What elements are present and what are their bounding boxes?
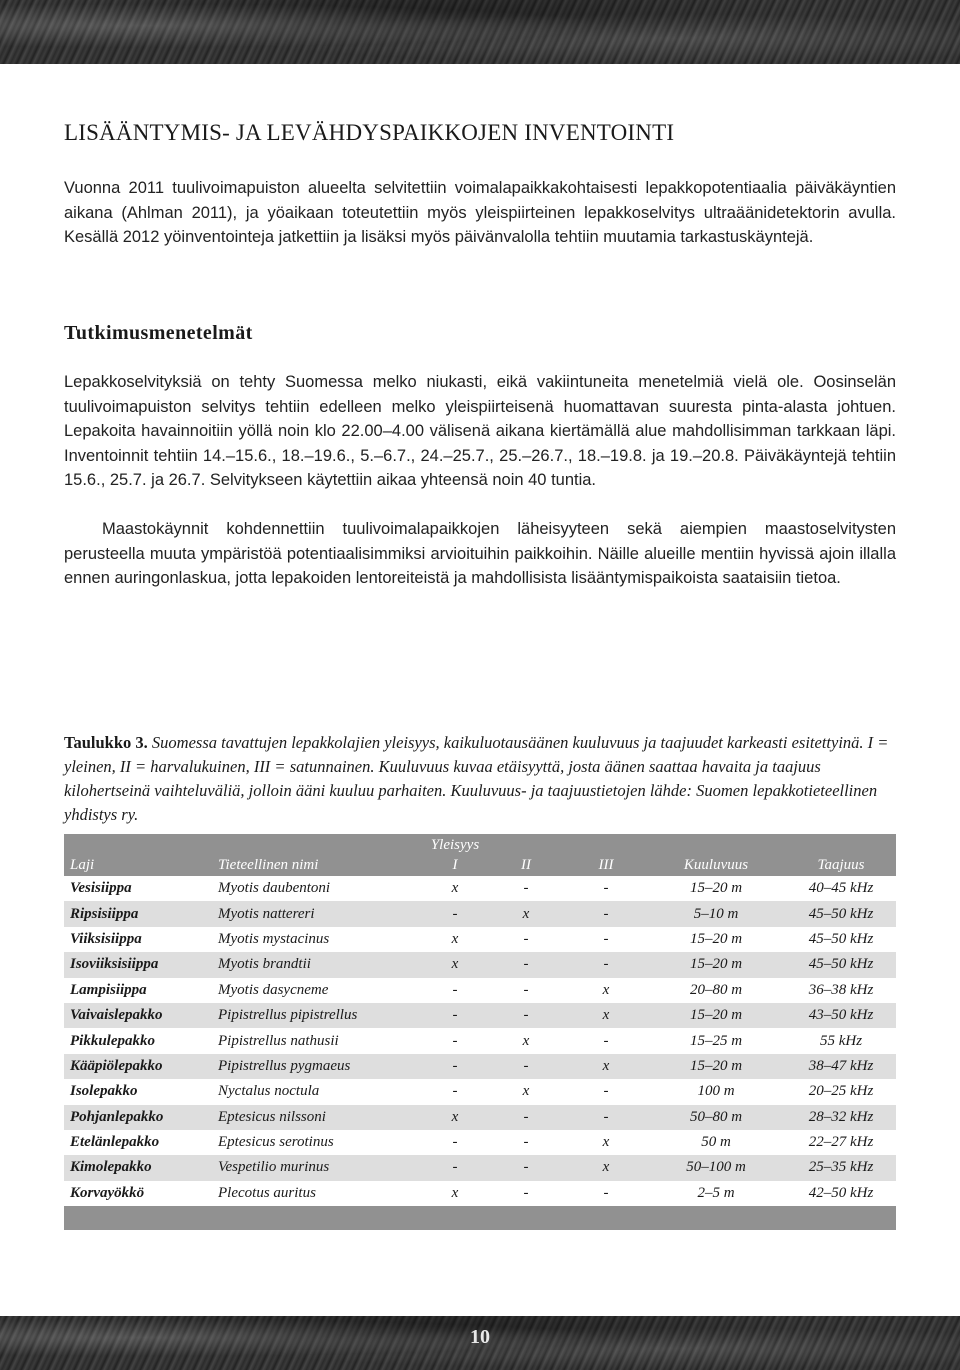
cell-laji: Lampisiippa xyxy=(70,981,147,998)
page-number: 10 xyxy=(470,1326,490,1348)
cell-kuuluvuus: 50–100 m xyxy=(646,1155,786,1180)
header-i: I xyxy=(452,856,458,873)
cell-taajuus: 38–47 kHz xyxy=(786,1054,896,1079)
table-row xyxy=(64,1105,896,1130)
cell-laji: Vesisiippa xyxy=(70,880,132,897)
cell-kuuluvuus: 15–20 m xyxy=(689,880,743,897)
cell-i: - xyxy=(452,1032,458,1049)
cell-i: - xyxy=(424,1003,486,1028)
cell-laji: Kimolepakko xyxy=(64,1155,214,1180)
table-caption-label: Taulukko 3. xyxy=(64,733,148,752)
cell-ii: - xyxy=(486,1054,566,1079)
cell-taajuus: 25–35 kHz xyxy=(786,1155,896,1180)
cell-i: - xyxy=(424,1155,486,1180)
table-row xyxy=(64,1155,896,1180)
cell-taajuus: 28–32 kHz xyxy=(786,1105,896,1130)
table-row xyxy=(64,952,896,977)
header-kuuluvuus: Kuuluvuus xyxy=(683,856,749,873)
cell-ii: - xyxy=(486,1105,566,1130)
cell-ii: - xyxy=(523,930,529,947)
section-title: LISÄÄNTYMIS- JA LEVÄHDYSPAIKKOJEN INVENTOINTI xyxy=(64,120,675,145)
cell-taajuus: 43–50 kHz xyxy=(786,1003,896,1028)
table-row xyxy=(64,1181,896,1206)
cell-i: x xyxy=(424,952,486,977)
cell-scientific-name: Plecotus auritus xyxy=(218,1184,316,1201)
cell-ii: - xyxy=(486,1003,566,1028)
cell-scientific-name: Pipistrellus pygmaeus xyxy=(214,1054,424,1079)
table-row xyxy=(64,1028,896,1053)
cell-ii: - xyxy=(523,1134,529,1151)
cell-kuuluvuus: 20–80 m xyxy=(689,981,743,998)
table-row xyxy=(64,901,896,926)
cell-taajuus: 36–38 kHz xyxy=(808,981,874,998)
cell-iii: - xyxy=(603,1083,609,1100)
cell-i: - xyxy=(452,1083,458,1100)
cell-scientific-name: Pipistrellus pipistrellus xyxy=(214,1003,424,1028)
cell-iii: - xyxy=(603,1032,609,1049)
cell-kuuluvuus: 15–20 m xyxy=(689,930,743,947)
cell-kuuluvuus: 50 m xyxy=(701,1134,731,1151)
table-footer-bar xyxy=(64,1206,896,1230)
cell-scientific-name: Myotis dasycneme xyxy=(218,981,329,998)
cell-scientific-name: Nyctalus noctula xyxy=(218,1083,320,1100)
cell-iii: - xyxy=(603,1184,609,1201)
cell-ii: - xyxy=(486,1155,566,1180)
cell-laji: Isolepakko xyxy=(70,1083,138,1100)
cell-iii: x xyxy=(602,981,610,998)
cell-taajuus: 45–50 kHz xyxy=(786,952,896,977)
cell-iii: x xyxy=(566,1054,646,1079)
cell-taajuus: 40–45 kHz xyxy=(808,880,874,897)
methods-paragraph-1: Lepakkoselvityksiä on tehty Suomessa melko niukasti, eikä vakiintuneita menetelmiä vielä ole. Oosinselän tuulivoimapuiston selvitys tehtiin edelleen melko yleispiirteisenä huomattavan suuresta pinta-alasta johtuen. Lepakoita havainnoitiin yöllä noin klo 22.00–4.00 välisenä aikana kiertämällä alue mahdollisimman tarkkaan läpi. Inventoinnit tehtiin 14.–15.6., 18.–19.6., 5.–6.7., 24.–25.7., 25.–26.7., 18.–19.8. ja 19.–20.8. Päiväkäyntejä tehtiin 15.6., 25.7. ja 26.7. Selvitykseen käytettiin aikaa yhteensä noin 40 tuntia. xyxy=(64,373,896,490)
table-row xyxy=(64,876,896,901)
cell-i: x xyxy=(451,1184,459,1201)
cell-i: - xyxy=(424,901,486,926)
cell-kuuluvuus: 50–80 m xyxy=(646,1105,786,1130)
methods-heading: Tutkimusmenetelmät xyxy=(64,322,253,344)
table-row xyxy=(64,927,896,952)
cell-laji: Kääpiölepakko xyxy=(64,1054,214,1079)
cell-laji: Korvayökkö xyxy=(70,1184,145,1201)
cell-kuuluvuus: 15–20 m xyxy=(646,1054,786,1079)
cell-laji: Etelänlepakko xyxy=(70,1134,160,1151)
cell-scientific-name: Vespetilio murinus xyxy=(214,1155,424,1180)
cell-i: x xyxy=(424,1105,486,1130)
table-header-group-row xyxy=(64,834,896,854)
cell-ii: - xyxy=(523,981,529,998)
cell-ii: - xyxy=(523,880,529,897)
cell-scientific-name: Pipistrellus nathusii xyxy=(218,1032,339,1049)
intro-paragraph: Vuonna 2011 tuulivoimapuiston alueelta selvitettiin voimalapaikkakohtaisesti lepakkopotentiaalia päiväkäyntien aikana (Ahlman 2011), ja yöaikaan toteutettiin myös yleispiirteinen lepakkoselvitys ultraäänidetektorin avulla. Kesällä 2012 yöinventointeja jatkettiin ja lisäksi myös päivänvalolla tehtiin muutamia tarkastuskäyntejä. xyxy=(64,179,896,246)
table-row xyxy=(64,1003,896,1028)
cell-kuuluvuus: 15–25 m xyxy=(689,1032,743,1049)
header-stone-texture xyxy=(0,0,960,64)
cell-taajuus: 42–50 kHz xyxy=(808,1184,874,1201)
cell-kuuluvuus: 100 m xyxy=(697,1083,735,1100)
cell-ii: - xyxy=(486,952,566,977)
cell-kuuluvuus: 15–20 m xyxy=(646,952,786,977)
cell-laji: Ripsisiippa xyxy=(64,901,214,926)
cell-taajuus: 22–27 kHz xyxy=(808,1134,874,1151)
cell-scientific-name: Myotis daubentoni xyxy=(218,880,331,897)
table-row xyxy=(64,1054,896,1079)
bat-species-table xyxy=(64,834,896,1230)
table-caption-text: Suomessa tavattujen lepakkolajien yleisyys, kaikuluotausäänen kuuluvuus ja taajuudet karkeasti esitettyinä. I = yleinen, II = harvalukuinen, III = satunnainen. Kuuluvuus kuvaa etäisyyttä, josta äänen saattaa havaita ja taajuus kilohertseinä vaihteluväliä, jolloin ääni kuuluu parhaiten. Kuuluvuus- ja taajuustietojen lähde: Suomen lepakkotieteellinen yhdistys ry. xyxy=(64,733,889,824)
cell-i: x xyxy=(451,930,459,947)
cell-i: - xyxy=(452,981,458,998)
cell-iii: x xyxy=(566,1155,646,1180)
cell-scientific-name: Myotis mystacinus xyxy=(218,930,330,947)
cell-scientific-name: Eptesicus nilssoni xyxy=(214,1105,424,1130)
header-scientific-name: Tieteellinen nimi xyxy=(218,856,319,873)
cell-scientific-name: Myotis brandtii xyxy=(214,952,424,977)
cell-ii: - xyxy=(523,1184,529,1201)
cell-laji: Isoviiksisiippa xyxy=(64,952,214,977)
header-taajuus: Taajuus xyxy=(817,856,865,873)
cell-taajuus: 45–50 kHz xyxy=(786,901,896,926)
header-laji: Laji xyxy=(70,856,95,873)
cell-i: x xyxy=(451,880,459,897)
header-ii: II xyxy=(521,856,531,873)
cell-taajuus: 55 kHz xyxy=(819,1032,863,1049)
cell-i: - xyxy=(424,1054,486,1079)
methods-paragraph-2: Maastokäynnit kohdennettiin tuulivoimalapaikkojen läheisyyteen sekä aiempien maastoselvitysten perusteella muuta ympäristöä potentiaalisimmiksi arvioituihin paikkoihin. Näille alueille mentiin hyvissä ajoin illalla ennen auringonlaskua, jotta lepakoiden lentoreiteistä ja mahdollisista lisääntymispaikoista saataisiin tietoa. xyxy=(64,520,896,588)
cell-taajuus: 20–25 kHz xyxy=(808,1083,874,1100)
cell-laji: Pikkulepakko xyxy=(70,1032,155,1049)
cell-kuuluvuus: 5–10 m xyxy=(646,901,786,926)
cell-kuuluvuus: 2–5 m xyxy=(697,1184,735,1201)
cell-ii: x xyxy=(486,901,566,926)
cell-iii: - xyxy=(603,930,609,947)
cell-kuuluvuus: 15–20 m xyxy=(646,1003,786,1028)
table-row xyxy=(64,978,896,1003)
cell-scientific-name: Myotis nattereri xyxy=(214,901,424,926)
table-row xyxy=(64,1079,896,1104)
cell-ii: x xyxy=(522,1083,530,1100)
group-header-yleisyys: Yleisyys xyxy=(430,837,480,853)
cell-laji: Vaivaislepakko xyxy=(64,1003,214,1028)
header-iii: III xyxy=(598,856,614,873)
cell-iii: x xyxy=(602,1134,610,1151)
cell-ii: x xyxy=(522,1032,530,1049)
table-row xyxy=(64,1130,896,1155)
cell-laji: Viiksisiippa xyxy=(70,930,142,947)
table-caption xyxy=(64,731,896,827)
cell-iii: - xyxy=(566,901,646,926)
cell-iii: - xyxy=(603,880,609,897)
table-header-row xyxy=(64,854,896,876)
cell-iii: - xyxy=(566,952,646,977)
cell-taajuus: 45–50 kHz xyxy=(808,930,874,947)
cell-i: - xyxy=(452,1134,458,1151)
cell-scientific-name: Eptesicus serotinus xyxy=(218,1134,334,1151)
cell-iii: - xyxy=(566,1105,646,1130)
cell-laji: Pohjanlepakko xyxy=(64,1105,214,1130)
cell-iii: x xyxy=(566,1003,646,1028)
